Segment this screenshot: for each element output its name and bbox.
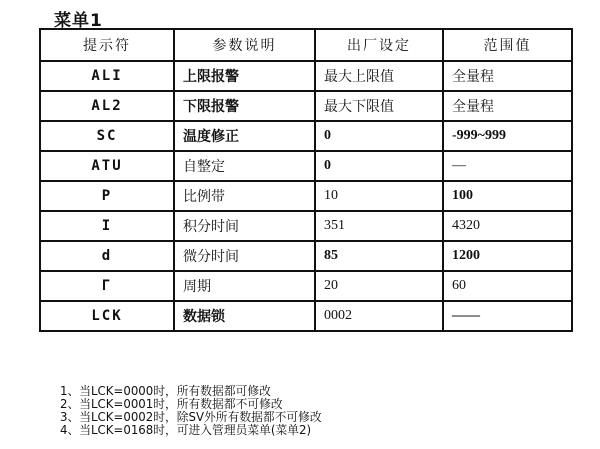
- parameter-description: 下限报警: [174, 91, 315, 121]
- note-line: 2、当LCK=0001时，所有数据都不可修改: [60, 397, 283, 411]
- range-value: —: [443, 151, 572, 181]
- factory-default: 85: [315, 241, 443, 271]
- table-row: [40, 121, 572, 151]
- prompt-code: Γ: [40, 271, 174, 301]
- parameter-description: 微分时间: [174, 241, 315, 271]
- range-value: 100: [443, 181, 572, 211]
- factory-default: 最大上限值: [315, 61, 443, 91]
- table-row: [40, 211, 572, 241]
- prompt-code: ALI: [40, 61, 174, 91]
- factory-default: 0002: [315, 301, 443, 331]
- parameter-description: 温度修正: [174, 121, 315, 151]
- prompt-code: P: [40, 181, 174, 211]
- header-range: 范围值: [443, 29, 572, 61]
- table-row: [40, 61, 572, 91]
- range-value: 全量程: [443, 61, 572, 91]
- note-line: 1、当LCK=0000时，所有数据都可修改: [60, 384, 271, 398]
- factory-default: 10: [315, 181, 443, 211]
- note-line: 4、当LCK=0168时，可进入管理员菜单(菜单2): [60, 423, 312, 437]
- factory-default: 最大下限值: [315, 91, 443, 121]
- header-prompt: 提示符: [40, 29, 174, 61]
- prompt-code: SC: [40, 121, 174, 151]
- parameter-description: 自整定: [174, 151, 315, 181]
- range-value: ——: [443, 301, 572, 331]
- prompt-code: I: [40, 211, 174, 241]
- parameter-description: 数据锁: [174, 301, 315, 331]
- table-row: [40, 151, 572, 181]
- table-row: [40, 181, 572, 211]
- factory-default: 20: [315, 271, 443, 301]
- range-value: -999~999: [443, 121, 572, 151]
- range-value: 1200: [443, 241, 572, 271]
- factory-default: 0: [315, 121, 443, 151]
- factory-default: 351: [315, 211, 443, 241]
- table-row: [40, 91, 572, 121]
- prompt-code: ATU: [40, 151, 174, 181]
- notes: [60, 385, 322, 437]
- header-default: 出厂设定: [315, 29, 443, 61]
- factory-default: 0: [315, 151, 443, 181]
- menu-title: 菜单1: [54, 11, 103, 31]
- parameter-description: 上限报警: [174, 61, 315, 91]
- table-header-row: [40, 29, 572, 61]
- prompt-code: LCK: [40, 301, 174, 331]
- parameter-description: 积分时间: [174, 211, 315, 241]
- prompt-code: d: [40, 241, 174, 271]
- table-row: [40, 271, 572, 301]
- range-value: 60: [443, 271, 572, 301]
- table-row: [40, 241, 572, 271]
- range-value: 4320: [443, 211, 572, 241]
- parameter-table: [39, 28, 573, 332]
- note-line: 3、当LCK=0002时，除SV外所有数据都不可修改: [60, 410, 322, 424]
- prompt-code: AL2: [40, 91, 174, 121]
- table-row: [40, 301, 572, 331]
- range-value: 全量程: [443, 91, 572, 121]
- parameter-description: 比例带: [174, 181, 315, 211]
- parameter-description: 周期: [174, 271, 315, 301]
- header-description: 参数说明: [174, 29, 315, 61]
